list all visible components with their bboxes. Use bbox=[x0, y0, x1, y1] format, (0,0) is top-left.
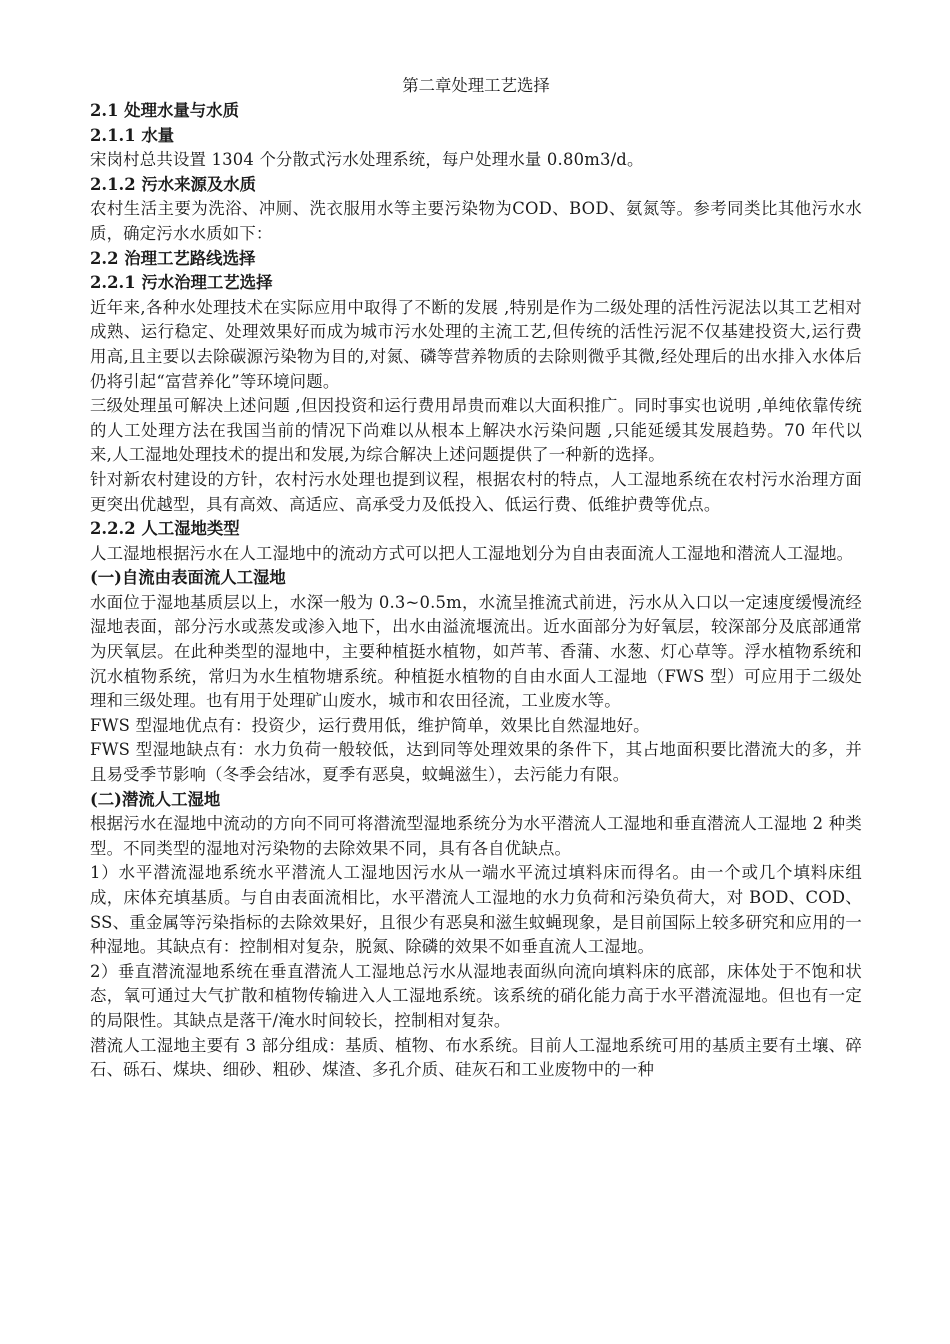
paragraph-treatment-1: 近年来,各种水处理技术在实际应用中取得了不断的发展 ,特别是作为二级处理的活性污泥法以其工艺相对成熟、运行稳定、处理效果好而成为城市污水处理的主流工艺,但传统的活性污泥不仅基建投资大,运行费用高,且主要以去除碳源污染物为目的,对氮、磷等营养物质的去除则微乎其微,经处理后的出水排入水体后仍将引起“富营养化”等环境问题。 bbox=[90, 297, 862, 391]
document-page bbox=[90, 72, 862, 1083]
paragraph-treatment-3: 针对新农村建设的方针，农村污水处理也提到议程，根据农村的特点，人工湿地系统在农村污水治理方面更突出优越型，具有高效、高适应、高承受力及低投入、低运行费、低维护费等优点。 bbox=[90, 469, 862, 514]
paragraph-horizontal-flow: 1）水平潜流湿地系统水平潜流人工湿地因污水从一端水平流过填料床而得名。由一个或几个填料床组成，床体充填基质。与自由表面流相比，水平潜流人工湿地的水力负荷和污染负荷大，对 BOD、COD、SS、重金属等污染指标的去除效果好，且很少有恶臭和滋生蚊蝇现象，是目前国际上较多研究和应用的一种湿地。其缺点有：控制相对复杂，脱氮、除磷的效果不如垂直流人工湿地。 bbox=[90, 863, 862, 957]
paragraph-treatment-2: 三级处理虽可解决上述问题 ,但因投资和运行费用昂贵而难以大面积推广。同时事实也说明 ,单纯依靠传统的人工处理方法在我国当前的情况下尚难以从根本上解决水污染问题 ,只能延缓其发展趋势。70 年代以来,人工湿地处理技术的提出和发展,为综合解决上述问题提供了一种新的选择。 bbox=[90, 396, 862, 465]
paragraph-fws-advantages: FWS 型湿地优点有：投资少，运行费用低，维护简单，效果比自然湿地好。 bbox=[90, 715, 650, 735]
paragraph-water-volume: 宋岗村总共设置 1304 个分散式污水处理系统，每户处理水量 0.80m3/d。 bbox=[90, 150, 644, 170]
heading-2-1-1: 2.1.1 水量 bbox=[90, 125, 175, 145]
heading-subsurface: (二)潜流人工湿地 bbox=[90, 789, 221, 809]
heading-2-1: 2.1 处理水量与水质 bbox=[90, 101, 239, 120]
heading-free-surface: (一)自流由表面流人工湿地 bbox=[90, 568, 286, 588]
paragraph-fws-disadvantages: FWS 型湿地缺点有：水力负荷一般较低，达到同等处理效果的条件下，其占地面积要比潜流大的多，并且易受季节影响（冬季会结冰，夏季有恶臭，蚊蝇滋生），去污能力有限。 bbox=[90, 740, 862, 785]
paragraph-subsurface-intro: 根据污水在湿地中流动的方向不同可将潜流型湿地系统分为水平潜流人工湿地和垂直潜流人工湿地 2 种类型。不同类型的湿地对污染物的去除效果不同，具有各自优缺点。 bbox=[90, 814, 862, 858]
paragraph-fws-description: 水面位于湿地基质层以上，水深一般为 0.3~0.5m，水流呈推流式前进，污水从入口以一定速度缓慢流经湿地表面，部分污水或蒸发或渗入地下，出水由溢流堰流出。近水面部分为好氧层，较深部分及底部通常为厌氧层。在此种类型的湿地中，主要种植挺水植物，如芦苇、香蒲、水葱、灯心草等。浮水植物系统和沉水植物系统，常归为水生植物塘系统。种植挺水植物的自由水面人工湿地（FWS 型）可应用于二级处理和三级处理。也有用于处理矿山废水，城市和农田径流，工业废水等。 bbox=[90, 592, 862, 711]
chapter-title: 第二章处理工艺选择 bbox=[402, 76, 550, 95]
heading-2-2-1: 2.2.1 污水治理工艺选择 bbox=[90, 273, 273, 293]
heading-2-2: 2.2 治理工艺路线选择 bbox=[90, 248, 256, 268]
paragraph-vertical-flow: 2）垂直潜流湿地系统在垂直潜流人工湿地总污水从湿地表面纵向流向填料床的底部，床体处于不饱和状态，氧可通过大气扩散和植物传输进入人工湿地系统。该系统的硝化能力高于水平潜流湿地。但也有一定的局限性。其缺点是落干/淹水时间较长，控制相对复杂。 bbox=[90, 961, 862, 1030]
heading-2-2-2: 2.2.2 人工湿地类型 bbox=[90, 519, 240, 539]
paragraph-subsurface-components: 潜流人工湿地主要有 3 部分组成：基质、植物、布水系统。目前人工湿地系统可用的基质主要有土壤、碎石、砾石、煤块、细砂、粗砂、煤渣、多孔介质、硅灰石和工业废物中的一种 bbox=[90, 1035, 862, 1080]
document-body bbox=[90, 99, 862, 1083]
heading-2-1-2: 2.1.2 污水来源及水质 bbox=[90, 174, 257, 194]
paragraph-wetland-types: 人工湿地根据污水在人工湿地中的流动方式可以把人工湿地划分为自由表面流人工湿地和潜流人工湿地。 bbox=[90, 543, 854, 563]
paragraph-water-source: 农村生活主要为洗浴、冲厕、洗衣服用水等主要污染物为COD、BOD、氨氮等。参考同类比其他污水水质，确定污水水质如下： bbox=[90, 199, 862, 243]
